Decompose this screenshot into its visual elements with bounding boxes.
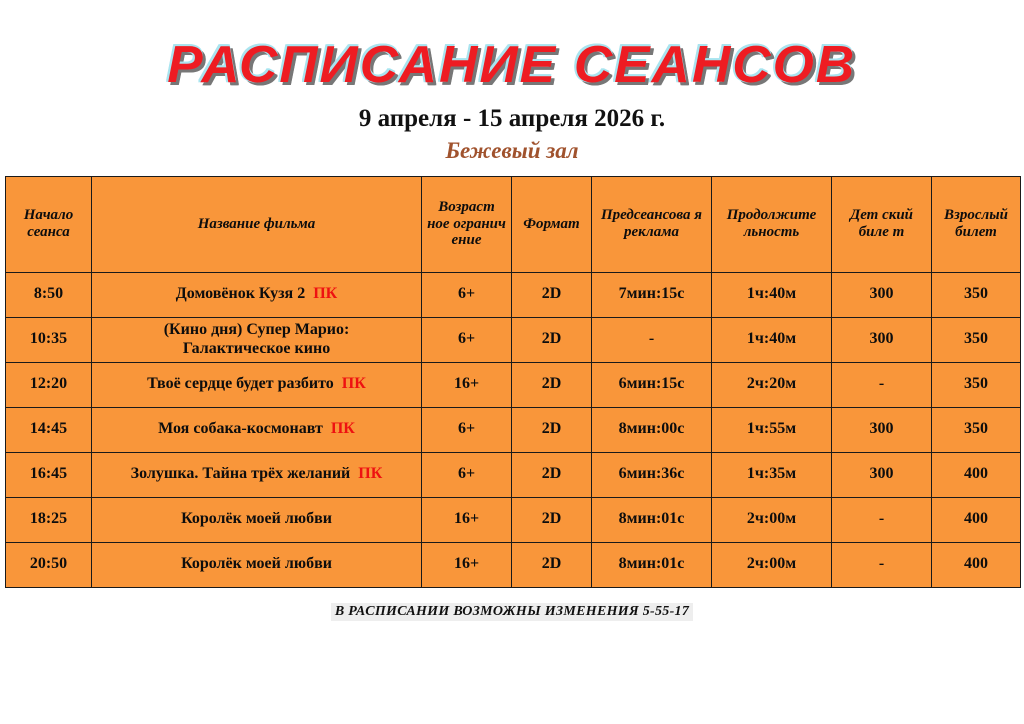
cell-pre-ads: 7мин:15с (592, 272, 712, 317)
cell-adult-price: 400 (932, 497, 1021, 542)
film-title-text: Домовёнок Кузя 2 (175, 285, 306, 303)
cell-pre-ads: 8мин:01с (592, 542, 712, 587)
cell-film-title (92, 497, 422, 542)
cell-format: 2D (512, 407, 592, 452)
column-header-age: Возраст ное огранич ение (422, 176, 512, 272)
cell-pre-ads: 6мин:36с (592, 452, 712, 497)
film-title-text: Королёк моей любви (181, 555, 332, 573)
column-header-film: Название фильма (92, 176, 422, 272)
table-row (6, 452, 1021, 497)
cell-adult-price: 400 (932, 542, 1021, 587)
cell-format: 2D (512, 452, 592, 497)
table-header-row (6, 176, 1021, 272)
cell-format: 2D (512, 272, 592, 317)
cell-format: 2D (512, 497, 592, 542)
cell-age-rating: 6+ (422, 317, 512, 362)
cell-age-rating: 16+ (422, 497, 512, 542)
cell-adult-price: 350 (932, 362, 1021, 407)
cell-adult-price: 350 (932, 407, 1021, 452)
column-header-duration: Продолжите льность (712, 176, 832, 272)
film-title-second-line: Галактическое кино (182, 339, 331, 357)
cell-film-title (92, 272, 422, 317)
schedule-rows (6, 272, 1021, 587)
film-title-text: Королёк моей любви (181, 510, 332, 528)
table-row (6, 407, 1021, 452)
cell-duration: 1ч:40м (712, 272, 832, 317)
cell-duration: 1ч:40м (712, 317, 832, 362)
cell-pre-ads: 6мин:15с (592, 362, 712, 407)
cell-format: 2D (512, 362, 592, 407)
cell-pre-ads: 8мин:00с (592, 407, 712, 452)
cell-child-price: - (832, 497, 932, 542)
pushkin-card-badge: ПК (341, 375, 366, 393)
film-title-text: (Кино дня) Супер Марио: (163, 320, 350, 338)
cell-pre-ads: - (592, 317, 712, 362)
cell-start-time: 16:45 (6, 452, 92, 497)
column-header-child: Дет ский биле т (832, 176, 932, 272)
table-row (6, 542, 1021, 587)
table-row (6, 272, 1021, 317)
schedule-table (5, 176, 1021, 588)
cell-child-price: - (832, 542, 932, 587)
date-range: 9 апреля - 15 апреля 2026 г. (358, 104, 666, 132)
table-row (6, 497, 1021, 542)
column-header-format: Формат (512, 176, 592, 272)
column-header-adult: Взрослый билет (932, 176, 1021, 272)
cell-child-price: 300 (832, 407, 932, 452)
cell-adult-price: 350 (932, 317, 1021, 362)
cell-adult-price: 400 (932, 452, 1021, 497)
cell-film-title (92, 407, 422, 452)
hall-name: Бежевый зал (445, 137, 579, 163)
cell-film-title (92, 362, 422, 407)
cell-duration: 1ч:35м (712, 452, 832, 497)
cell-start-time: 10:35 (6, 317, 92, 362)
film-title-text: Твоё сердце будет разбито (147, 375, 334, 393)
column-header-ads: Предсеансова я реклама (592, 176, 712, 272)
cell-child-price: - (832, 362, 932, 407)
page-title: РАСПИСАНИЕ СЕАНСОВ (167, 36, 857, 94)
cell-age-rating: 6+ (422, 452, 512, 497)
column-header-start: Начало сеанса (6, 176, 92, 272)
pushkin-card-badge: ПК (330, 420, 355, 438)
cell-duration: 2ч:00м (712, 497, 832, 542)
cell-film-title (92, 452, 422, 497)
header-block (0, 0, 1024, 164)
footer-block (0, 602, 1024, 621)
cell-duration: 2ч:20м (712, 362, 832, 407)
cell-child-price: 300 (832, 272, 932, 317)
cell-start-time: 12:20 (6, 362, 92, 407)
cell-start-time: 14:45 (6, 407, 92, 452)
film-title-text: Золушка. Тайна трёх желаний (130, 465, 351, 483)
pushkin-card-badge: ПК (313, 285, 338, 303)
cell-adult-price: 350 (932, 272, 1021, 317)
pushkin-card-badge: ПК (358, 465, 383, 483)
cell-format: 2D (512, 542, 592, 587)
cell-start-time: 20:50 (6, 542, 92, 587)
cell-child-price: 300 (832, 452, 932, 497)
table-row (6, 362, 1021, 407)
table-row (6, 317, 1021, 362)
cell-age-rating: 16+ (422, 542, 512, 587)
cell-start-time: 8:50 (6, 272, 92, 317)
schedule-table-container (0, 176, 1024, 588)
cell-child-price: 300 (832, 317, 932, 362)
cell-age-rating: 6+ (422, 407, 512, 452)
film-title-text: Моя собака-космонавт (158, 420, 323, 438)
cell-duration: 1ч:55м (712, 407, 832, 452)
cell-pre-ads: 8мин:01с (592, 497, 712, 542)
cell-start-time: 18:25 (6, 497, 92, 542)
cell-format: 2D (512, 317, 592, 362)
cell-film-title (92, 542, 422, 587)
cell-age-rating: 16+ (422, 362, 512, 407)
cell-age-rating: 6+ (422, 272, 512, 317)
cell-duration: 2ч:00м (712, 542, 832, 587)
schedule-change-note: В РАСПИСАНИИ ВОЗМОЖНЫ ИЗМЕНЕНИЯ 5-55-17 (331, 603, 693, 621)
cell-film-title (92, 317, 422, 362)
